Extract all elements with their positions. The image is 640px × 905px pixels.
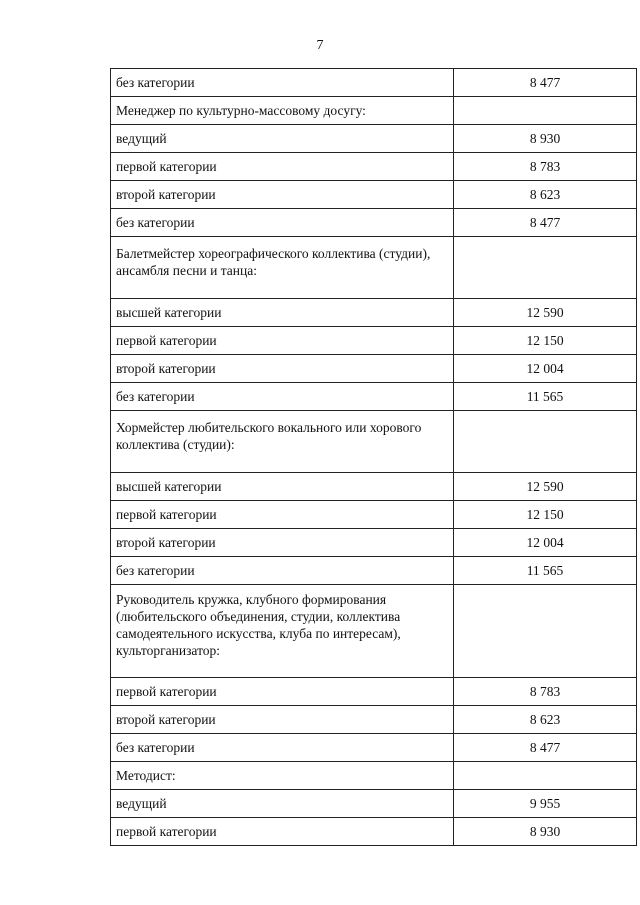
position-title-cell: Методист: xyxy=(111,762,454,790)
table-row xyxy=(111,557,637,585)
table-group-header-row xyxy=(111,762,637,790)
position-category-cell: ведущий xyxy=(111,790,454,818)
table-row xyxy=(111,125,637,153)
table-group-header-row xyxy=(111,237,637,299)
table-row xyxy=(111,473,637,501)
salary-value-cell xyxy=(454,762,637,790)
position-title-cell: Хормейстер любительского вокального или хорового коллектива (студии): xyxy=(111,411,454,473)
position-category-cell: без категории xyxy=(111,383,454,411)
position-category-cell: без категории xyxy=(111,69,454,97)
salary-value-cell: 11 565 xyxy=(454,557,637,585)
table-row xyxy=(111,153,637,181)
position-category-cell: без категории xyxy=(111,209,454,237)
salary-value-cell: 9 955 xyxy=(454,790,637,818)
salary-value-cell: 12 150 xyxy=(454,327,637,355)
salary-value-cell xyxy=(454,585,637,678)
salary-value-cell: 8 477 xyxy=(454,69,637,97)
position-category-cell: высшей категории xyxy=(111,473,454,501)
table-row xyxy=(111,734,637,762)
position-title-cell: Менеджер по культурно-массовому досугу: xyxy=(111,97,454,125)
table-row xyxy=(111,327,637,355)
salary-value-cell: 12 004 xyxy=(454,355,637,383)
position-category-cell: без категории xyxy=(111,734,454,762)
position-title-cell: Балетмейстер хореографического коллектива (студии), ансамбля песни и танца: xyxy=(111,237,454,299)
position-category-cell: первой категории xyxy=(111,327,454,355)
position-category-cell: второй категории xyxy=(111,529,454,557)
position-category-cell: ведущий xyxy=(111,125,454,153)
salary-value-cell: 8 783 xyxy=(454,678,637,706)
position-category-cell: первой категории xyxy=(111,818,454,846)
position-category-cell: первой категории xyxy=(111,153,454,181)
salary-value-cell: 8 930 xyxy=(454,818,637,846)
salary-value-cell: 8 477 xyxy=(454,209,637,237)
salary-value-cell: 12 150 xyxy=(454,501,637,529)
salary-value-cell: 8 623 xyxy=(454,706,637,734)
position-category-cell: второй категории xyxy=(111,706,454,734)
salary-value-cell: 12 004 xyxy=(454,529,637,557)
table-row xyxy=(111,355,637,383)
position-category-cell: второй категории xyxy=(111,355,454,383)
table-row xyxy=(111,818,637,846)
table-row xyxy=(111,383,637,411)
table-row xyxy=(111,706,637,734)
table-row xyxy=(111,209,637,237)
salary-table-body xyxy=(111,69,637,846)
table-row xyxy=(111,299,637,327)
table-row xyxy=(111,181,637,209)
position-category-cell: первой категории xyxy=(111,501,454,529)
salary-value-cell: 8 477 xyxy=(454,734,637,762)
table-group-header-row xyxy=(111,97,637,125)
position-category-cell: первой категории xyxy=(111,678,454,706)
position-category-cell: второй категории xyxy=(111,181,454,209)
salary-value-cell: 11 565 xyxy=(454,383,637,411)
salary-value-cell: 8 623 xyxy=(454,181,637,209)
table-row xyxy=(111,790,637,818)
salary-value-cell: 8 783 xyxy=(454,153,637,181)
position-category-cell: высшей категории xyxy=(111,299,454,327)
salary-value-cell: 12 590 xyxy=(454,299,637,327)
salary-value-cell xyxy=(454,411,637,473)
table-group-header-row xyxy=(111,411,637,473)
table-row xyxy=(111,69,637,97)
position-title-cell: Руководитель кружка, клубного формирования (любительского объединения, студии, коллектива самодеятельного искусства, клуба по интересам), культорганизатор: xyxy=(111,585,454,678)
salary-table xyxy=(110,68,637,846)
page-number: 7 xyxy=(316,38,324,53)
salary-value-cell: 12 590 xyxy=(454,473,637,501)
table-row xyxy=(111,501,637,529)
salary-value-cell xyxy=(454,237,637,299)
position-category-cell: без категории xyxy=(111,557,454,585)
salary-value-cell xyxy=(454,97,637,125)
table-row xyxy=(111,678,637,706)
salary-value-cell: 8 930 xyxy=(454,125,637,153)
table-row xyxy=(111,529,637,557)
table-group-header-row xyxy=(111,585,637,678)
